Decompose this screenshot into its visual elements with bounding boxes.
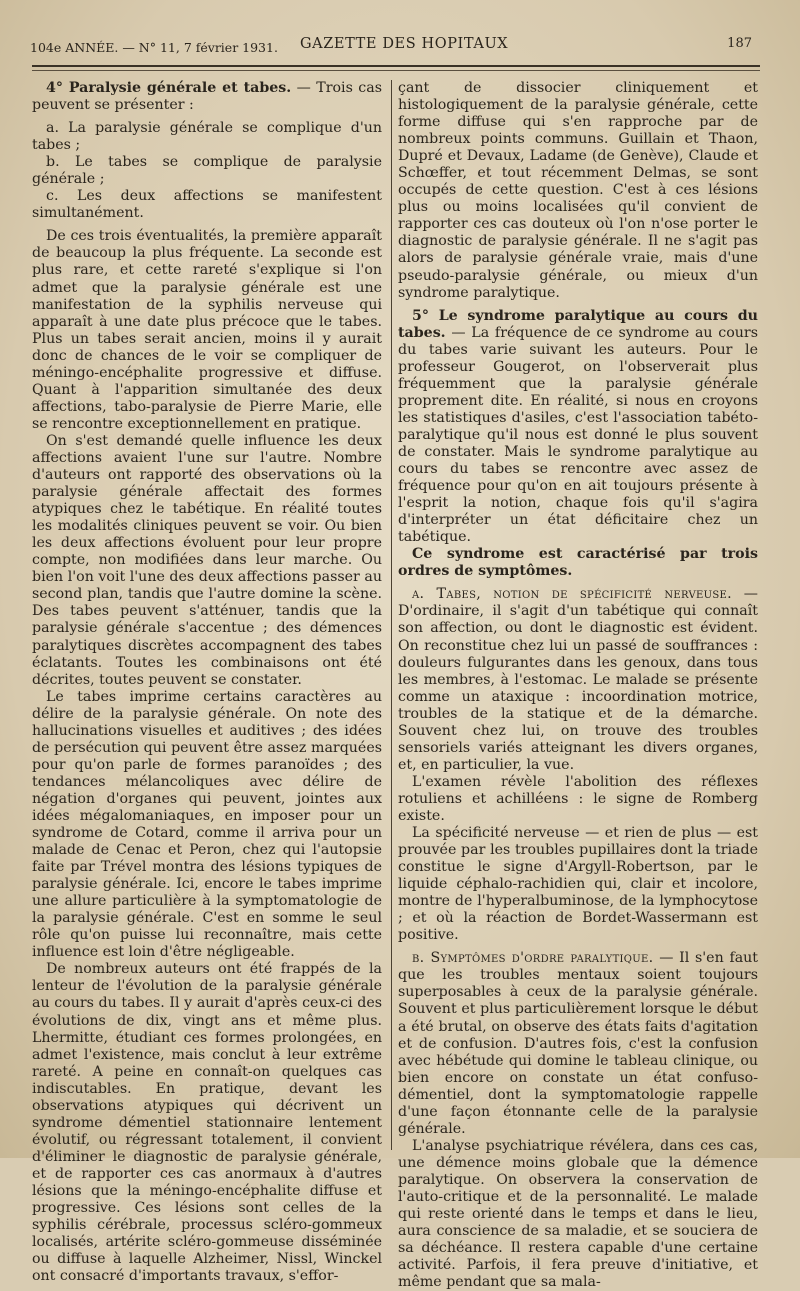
subsection-a-body: — D'ordinaire, il s'agit d'un tabétique qui connaît son affection, ou dont le diagnostic est évident. On reconstitue chez lui un passé de souffrances : douleurs fulgurantes dans les genoux, dans tous les membres, à l'estomac. Le malade se présente comme un ataxique : incoordination motrice, troubles de la statique et de la démarche. Souvent chez lui, on trouve des troubles sensoriels variés atteignant les divers organes, et, en particulier, la vue. xyxy=(398,586,758,773)
header-rule-thin xyxy=(32,70,760,71)
right-column xyxy=(398,80,758,1291)
subsection-b xyxy=(398,950,758,1138)
list-item-b: b. Le tabes se complique de paralysie générale ; xyxy=(32,154,382,188)
section-5-title: 5° Le syndrome paralytique au cours du tabes. xyxy=(398,307,758,341)
paragraph: Le tabes imprime certains caractères au délire de la paralysie générale. On note des hallucinations visuelles et auditives ; des idées de persécution qui peuvent être assez marquées pour qu'on parle de formes paranoïdes ; des tendances mélancoliques avec délire de négation d'organes qui peuvent, jointes aux idées mégalomaniaques, en imposer pour un syndrome de Cotard, comme il arriva pour un malade de Cenac et Peron, chez qui l'autopsie faite par Trével montra des lésions typiques de paralysie générale. Ici, encore le tabes imprime une allure particulière à la symptomatologie de la paralysie générale. C'est en somme le seul rôle qu'on puisse lui reconnaître, mais cette influence est loin d'être négligeable. xyxy=(32,688,382,961)
subsection-b-label: b. Symptômes d'ordre paralytique. xyxy=(412,950,654,967)
paragraph: L'examen révèle l'abolition des réflexes rotuliens et achilléens : le signe de Romberg existe. xyxy=(398,773,758,824)
paragraph: Ce syndrome est caractérisé par trois ordres de symptômes. xyxy=(398,546,758,580)
paragraph: L'analyse psychiatrique révélera, dans ces cas, une démence moins globale que la démence paralytique. On observera la conservation de l'auto-critique et de la personnalité. Le malade qui reste orienté dans le temps et dans le lieu, aura conscience de sa maladie, et se souciera de sa déchéance. Il restera capable d'une certaine activité. Parfois, il fera preuve d'initiative, et même pendant que sa mala- xyxy=(398,1137,758,1291)
list-item-c: c. Les deux affections se manifestent simultanément. xyxy=(32,188,382,222)
issue-info: 104e ANNÉE. — N° 11, 7 février 1931. xyxy=(30,40,278,55)
list-item-a: a. La paralysie générale se complique d'un tabes ; xyxy=(32,120,382,154)
page-header xyxy=(30,30,752,62)
column-divider xyxy=(391,80,392,1150)
paragraph: La spécificité nerveuse — et rien de plus — est prouvée par les troubles pupillaires dont la triade constitue le signe d'Argyll-Robertson, par le liquide céphalo-rachidien qui, clair et incolore, montre de l'hyperalbuminose, de la lymphocytose ; et où la réaction de Bordet-Wassermann est positive. xyxy=(398,825,758,944)
section-5-heading xyxy=(398,308,758,547)
paragraph: De ces trois éventualités, la première apparaît de beaucoup la plus fréquente. La seconde est plus rare, et cette rareté s'explique si l'on admet que la paralysie générale est une manifestation de la syphilis nerveuse qui apparaît à une date plus précoce que le tabes. Plus un tabes serait ancien, moins il y aurait donc de chances de le voir se compliquer de méningo-encéphalite progressive et diffuse. Quant à l'apparition simultanée des deux affections, tabo-paralysie de Pierre Marie, elle se rencontre exceptionnellement en pratique. xyxy=(32,228,382,432)
paragraph: De nombreux auteurs ont été frappés de la lenteur de l'évolution de la paralysie générale au cours du tabes. Il y aurait d'après ceux-ci des évolutions de dix, vingt ans et même plus. Lhermitte, étudiant ces formes prolongées, en admet l'existence, mais conclut à leur extrême rareté. A peine en connaît-on quelques cas indiscutables. En pratique, devant les observations atypiques qui décrivent un syndrome démentiel stationnaire lentement évolutif, ou régressant totalement, il convient d'éliminer le diagnostic de paralysie générale, et de rapporter ces cas anormaux à d'autres lésions que la méningo-encéphalite diffuse et progressive. Ces lésions sont celles de la syphilis cérébrale, processus scléro-gommeux localisés, artérite scléro-gommeuse disséminée ou diffuse à laquelle Alzheimer, Nissl, Winckel ont consacré d'importants travaux, s'effor- xyxy=(32,961,382,1285)
left-column xyxy=(32,80,382,1285)
section-4-heading xyxy=(32,80,382,114)
paragraph: On s'est demandé quelle influence les deux affections avaient l'une sur l'autre. Nombre d'auteurs ont rapporté des observations où la paralysie générale affectait des formes atypiques chez le tabétique. En réalité toutes les modalités cliniques peuvent se voir. Ou bien les deux affections évoluent pour leur propre compte, non modifiées dans leur marche. Ou bien l'on voit l'une des deux affections passer au second plan, tandis que l'autre domine la scène. Des tabes peuvent s'atténuer, tandis que la paralysie générale s'accentue ; des démences paralytiques discrètes accompagnent des tabes éclatants. Toutes les combinaisons ont été décrites, toutes peuvent se constater. xyxy=(32,432,382,688)
section-5-body: — La fréquence de ce syndrome au cours du tabes varie suivant les auteurs. Pour le professeur Gougerot, on l'observerait plus fréquemment que la paralysie générale proprement dite. En réalité, si nous en croyons les statistiques d'asiles, c'est l'association tabéto-paralytique qu'il nous est donné le plus souvent de constater. Mais le syndrome paralytique au cours du tabes se rencontre avec assez de fréquence pour qu'on en ait toujours présente à l'esprit la notion, chaque fois qu'il s'agira d'interpréter un état déficitaire chez un tabétique. xyxy=(398,324,758,546)
journal-title: GAZETTE DES HOPITAUX xyxy=(300,36,509,52)
page-number: 187 xyxy=(727,36,752,51)
subsection-a xyxy=(398,586,758,774)
paragraph: çant de dissocier cliniquement et histologiquement de la paralysie générale, cette forme diffuse qui s'en rapproche par de nombreux points communs. Guillain et Thaon, Dupré et Devaux, Ladame (de Genève), Claude et Schœffer, et tout récemment Delmas, se sont occupés de cette question. C'est à ces lésions plus ou moins localisées qu'il convient de rapporter ces cas douteux où l'on n'ose porter le diagnostic de paralysie générale. Il ne s'agit pas alors de paralysie générale vraie, mais d'une pseudo-paralysie générale, ou mieux d'un syndrome paralytique. xyxy=(398,80,758,301)
subsection-b-body: — Il s'en faut que les troubles mentaux soient toujours superposables à ceux de la paralysie générale. Souvent et plus particulièrement lorsque le début a été brutal, on observe des états faits d'agitation et de confusion. D'autres fois, c'est la confusion avec hébétude qui domine le tableau clinique, ou bien encore on constate un état confuso-démentiel, dont la symptomatologie rappelle d'une façon étonnante celle de la paralysie générale. xyxy=(398,950,758,1137)
subsection-a-label: a. Tabes, notion de spécificité nerveuse. xyxy=(412,586,732,603)
header-rule xyxy=(32,65,760,67)
section-4-title: 4° Paralysie générale et tabes. xyxy=(46,80,292,96)
section-4-intro: — Trois cas peuvent se présenter : xyxy=(32,80,382,114)
